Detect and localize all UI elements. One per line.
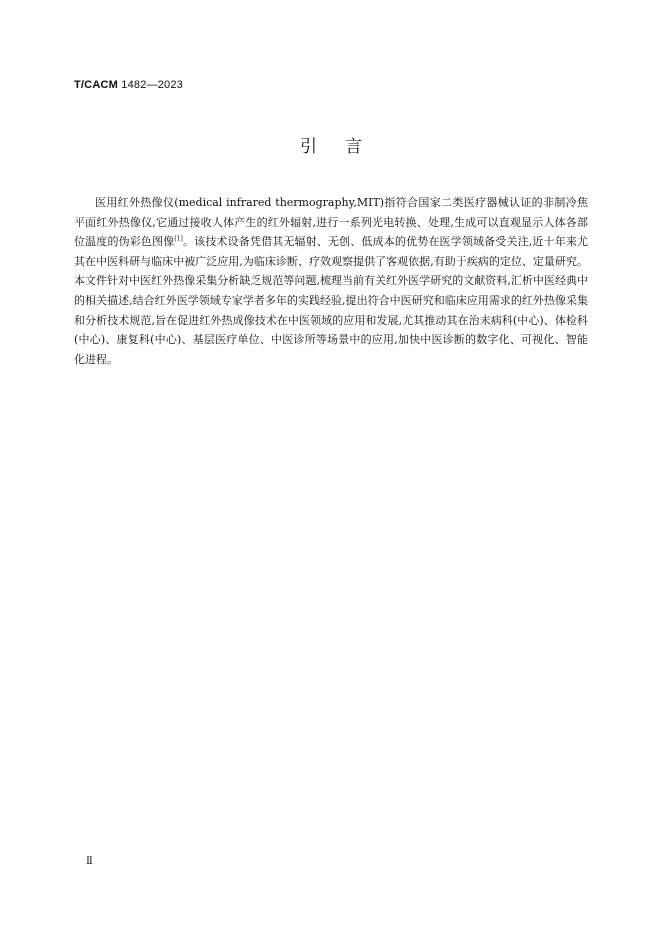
- section-title: 引言: [300, 137, 390, 157]
- citation-reference[interactable]: [1]: [174, 235, 183, 243]
- standard-prefix: T/CACM: [74, 79, 118, 91]
- paragraph-text-part1: 医用红外热像仪(medical infrared thermography,MIT)指符合国家二类医疗器械认证的非制冷焦平面红外热像仪,它通过接收人体产生的红外辐射,进行一系列光电转换、处理,生成可以直观显示人体各部位温度的伪彩色图像: [74, 196, 588, 249]
- standard-code: [74, 79, 183, 91]
- standard-number: 1482—2023: [121, 79, 183, 91]
- page-number: Ⅱ: [86, 856, 93, 867]
- introduction-paragraph: [74, 193, 588, 369]
- paragraph-text-part2: 。该技术设备凭借其无辐射、无创、低成本的优势在医学领域备受关注,近十年来尤其在中医科研与临床中被广泛应用,为临床诊断、疗效观察提供了客观依据,有助于疾病的定位、定量研究。本文件针对中医红外热像采集分析缺乏规范等问题,梳理当前有关红外医学研究的文献资料,汇析中医经典中的相关描述,结合红外医学领域专家学者多年的实践经验,提出符合中医研究和临床应用需求的红外热像采集和分析技术规范,旨在促进红外热成像技术在中医领域的应用和发展,尤其推动其在治未病科(中心)、体检科(中心)、康复科(中心)、基层医疗单位、中医诊所等场景中的应用,加快中医诊断的数字化、可视化、智能化进程。: [74, 235, 588, 366]
